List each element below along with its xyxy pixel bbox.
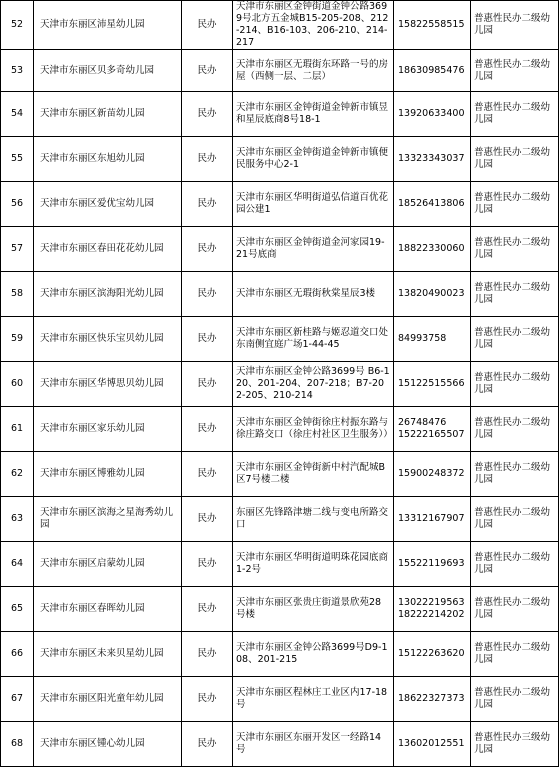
address: 天津市东丽区程林庄工业区内17-18号 — [233, 677, 394, 722]
address: 天津市东丽区华明街道明珠花园底商1-2号 — [233, 542, 394, 587]
row-number: 64 — [1, 542, 34, 587]
ownership-type: 民办 — [182, 362, 233, 407]
address: 天津市东丽区金钟街道金钟新市镇昱和星辰底商8号18-1 — [233, 92, 394, 137]
kindergarten-name: 天津市东丽区快乐宝贝幼儿园 — [34, 317, 182, 362]
category: 普惠性民办三级幼儿园 — [471, 722, 559, 767]
kindergarten-name: 天津市东丽区春田花花幼儿园 — [34, 227, 182, 272]
row-number: 57 — [1, 227, 34, 272]
kindergarten-name: 天津市东丽区启蒙幼儿园 — [34, 542, 182, 587]
table-row — [1, 542, 559, 587]
table-row — [1, 227, 559, 272]
table-row — [1, 407, 559, 452]
category: 普惠性民办二级幼儿园 — [471, 587, 559, 632]
table-row — [1, 722, 559, 767]
phone: 18526413806 — [394, 182, 471, 227]
kindergarten-name: 天津市东丽区沛星幼儿园 — [34, 1, 182, 50]
table-row — [1, 497, 559, 542]
category: 普惠性民办二级幼儿园 — [471, 1, 559, 50]
address: 天津市东丽区新桂路与姬忍道交口处东南侧宜庭广场1-44-45 — [233, 317, 394, 362]
phone: 13022219563 18222214202 — [394, 587, 471, 632]
kindergarten-name: 天津市东丽区滨海之星海秀幼儿园 — [34, 497, 182, 542]
phone: 15122515566 — [394, 362, 471, 407]
address: 天津市东丽区无瑕街秋棠星辰3楼 — [233, 272, 394, 317]
kindergarten-name: 天津市东丽区华博思贝幼儿园 — [34, 362, 182, 407]
row-number: 59 — [1, 317, 34, 362]
phone: 13820490023 — [394, 272, 471, 317]
ownership-type: 民办 — [182, 452, 233, 497]
row-number: 68 — [1, 722, 34, 767]
row-number: 67 — [1, 677, 34, 722]
ownership-type: 民办 — [182, 182, 233, 227]
address: 天津市东丽区华明街道弘信道百优花园公建1 — [233, 182, 394, 227]
ownership-type: 民办 — [182, 137, 233, 182]
ownership-type: 民办 — [182, 542, 233, 587]
category: 普惠性民办二级幼儿园 — [471, 50, 559, 92]
ownership-type: 民办 — [182, 632, 233, 677]
phone: 15522119693 — [394, 542, 471, 587]
address: 天津市东丽区金钟公路3699号D9-108、201-215 — [233, 632, 394, 677]
kindergarten-name: 天津市东丽区阳光童年幼儿园 — [34, 677, 182, 722]
kindergarten-name: 天津市东丽区东旭幼儿园 — [34, 137, 182, 182]
row-number: 56 — [1, 182, 34, 227]
category: 普惠性民办二级幼儿园 — [471, 632, 559, 677]
phone: 13602012551 — [394, 722, 471, 767]
address: 东丽区先锋路津塘二线与变电所路交口 — [233, 497, 394, 542]
table-row — [1, 452, 559, 497]
table-row — [1, 677, 559, 722]
category: 普惠性民办二级幼儿园 — [471, 542, 559, 587]
category: 普惠性民办二级幼儿园 — [471, 452, 559, 497]
ownership-type: 民办 — [182, 50, 233, 92]
row-number: 54 — [1, 92, 34, 137]
address: 天津市东丽区金钟街道金钟公路3699号北方五金城B15-205-208、212-214、B16-103、206-210、214-217 — [233, 1, 394, 50]
ownership-type: 民办 — [182, 317, 233, 362]
kindergarten-name: 天津市东丽区家乐幼儿园 — [34, 407, 182, 452]
address: 天津市东丽区金钟街新中村汽配城B区7号楼二楼 — [233, 452, 394, 497]
kindergarten-name: 天津市东丽区爱优宝幼儿园 — [34, 182, 182, 227]
kindergarten-name: 天津市东丽区贝多奇幼儿园 — [34, 50, 182, 92]
address: 天津市东丽区金钟公路3699号 B6-120、201-204、207-218；B7-202-205、210-214 — [233, 362, 394, 407]
phone: 13920633400 — [394, 92, 471, 137]
category: 普惠性民办二级幼儿园 — [471, 182, 559, 227]
table-row — [1, 632, 559, 677]
row-number: 58 — [1, 272, 34, 317]
phone: 18630985476 — [394, 50, 471, 92]
row-number: 66 — [1, 632, 34, 677]
phone: 18822330060 — [394, 227, 471, 272]
ownership-type: 民办 — [182, 722, 233, 767]
table-row — [1, 50, 559, 92]
address: 天津市东丽区金钟街道金钟新市镇便民服务中心2-1 — [233, 137, 394, 182]
ownership-type: 民办 — [182, 1, 233, 50]
table-row — [1, 362, 559, 407]
address: 天津市东丽区张贵庄街道景欣苑28号楼 — [233, 587, 394, 632]
address: 天津市东丽区金钟街道金河家园19-21号底商 — [233, 227, 394, 272]
phone: 26748476 15222165507 — [394, 407, 471, 452]
kindergarten-name: 天津市东丽区滨海阳光幼儿园 — [34, 272, 182, 317]
table-row — [1, 92, 559, 137]
kindergarten-name: 天津市东丽区博雅幼儿园 — [34, 452, 182, 497]
phone: 15122263620 — [394, 632, 471, 677]
kindergarten-name: 天津市东丽区锺心幼儿园 — [34, 722, 182, 767]
ownership-type: 民办 — [182, 677, 233, 722]
table-row — [1, 182, 559, 227]
category: 普惠性民办二级幼儿园 — [471, 272, 559, 317]
kindergarten-name: 天津市东丽区新苗幼儿园 — [34, 92, 182, 137]
kindergarten-name: 天津市东丽区春晖幼儿园 — [34, 587, 182, 632]
row-number: 53 — [1, 50, 34, 92]
category: 普惠性民办二级幼儿园 — [471, 137, 559, 182]
row-number: 52 — [1, 1, 34, 50]
row-number: 55 — [1, 137, 34, 182]
address: 天津市东丽区东丽开发区一经路14号 — [233, 722, 394, 767]
ownership-type: 民办 — [182, 92, 233, 137]
phone: 18622327373 — [394, 677, 471, 722]
category: 普惠性民办二级幼儿园 — [471, 227, 559, 272]
kindergarten-name: 天津市东丽区未来贝星幼儿园 — [34, 632, 182, 677]
table-row — [1, 272, 559, 317]
address: 天津市东丽区无瑕街东环路一号的房屋（西侧一层、二层） — [233, 50, 394, 92]
row-number: 65 — [1, 587, 34, 632]
phone: 13323343037 — [394, 137, 471, 182]
category: 普惠性民办二级幼儿园 — [471, 362, 559, 407]
address: 天津市东丽区金钟街徐庄村振东路与徐庄路交口（徐庄村社区卫生服务）） — [233, 407, 394, 452]
category: 普惠性民办二级幼儿园 — [471, 317, 559, 362]
phone: 15900248372 — [394, 452, 471, 497]
table-row — [1, 317, 559, 362]
table-row — [1, 1, 559, 50]
category: 普惠性民办二级幼儿园 — [471, 677, 559, 722]
row-number: 60 — [1, 362, 34, 407]
category: 普惠性民办二级幼儿园 — [471, 407, 559, 452]
ownership-type: 民办 — [182, 407, 233, 452]
phone: 13312167907 — [394, 497, 471, 542]
row-number: 63 — [1, 497, 34, 542]
table-row — [1, 137, 559, 182]
ownership-type: 民办 — [182, 227, 233, 272]
phone: 84993758 — [394, 317, 471, 362]
ownership-type: 民办 — [182, 587, 233, 632]
category: 普惠性民办二级幼儿园 — [471, 497, 559, 542]
row-number: 61 — [1, 407, 34, 452]
ownership-type: 民办 — [182, 272, 233, 317]
phone: 15822558515 — [394, 1, 471, 50]
table-row — [1, 587, 559, 632]
category: 普惠性民办二级幼儿园 — [471, 92, 559, 137]
ownership-type: 民办 — [182, 497, 233, 542]
row-number: 62 — [1, 452, 34, 497]
